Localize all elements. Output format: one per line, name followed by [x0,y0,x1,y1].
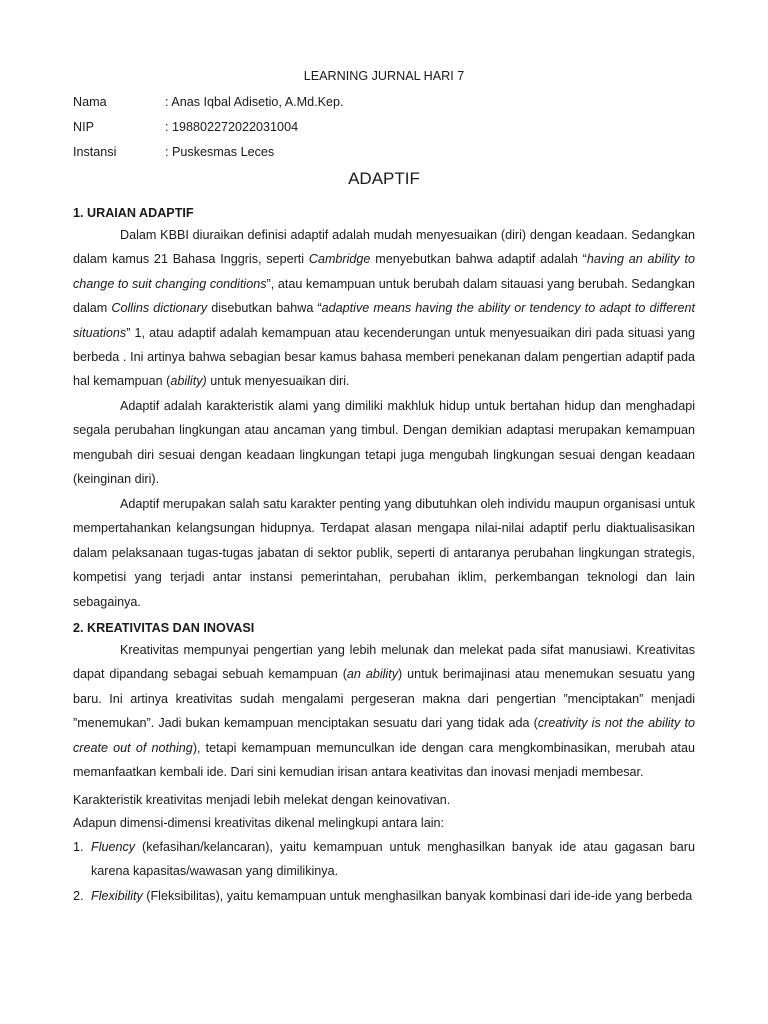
list-item-fluency [73,835,695,884]
italic-text-run: Collins dictionary [111,301,208,316]
paragraph-adaptif-characteristic: Adaptif adalah karakteristik alami yang dimiliki makhluk hidup untuk bertahan hidup dan menghadapi segala perubahan lingkungan atau ancaman yang timbul. Dengan demikian adaptasi merupakan kemampuan mengubah diri sesuai dengan keadaan lingkungan tetapi juga mengubah lingkungan sesuai dengan keadaan (keinginan diri). [73,399,695,487]
field-value: : Puskesmas Leces [165,145,275,159]
text-run: (Fleksibilitas), yaitu kemampuan untuk menghasilkan banyak kombinasi dari ide-ide yang berbeda [142,889,693,903]
text-run: Kreativitas mempunyai pengertian yang lebih melunak dan melekat pada sifat manusiawi. Kreativitas dapat dipandang sebagai sebuah kemampuan ( [73,643,695,682]
italic-text-run: an ability [346,667,399,682]
list-item-flexibility [73,884,695,908]
list-item-number: 1. [73,840,84,854]
list-item-text [91,884,695,908]
italic-text-run: Fluency [91,840,136,854]
text-run: (kefasihan/kelancaran), yaitu kemampuan untuk menghasilkan banyak ide atau gagasan baru karena kapasitas/wawasan yang dimilikinya. [91,840,695,879]
document-title: LEARNING JURNAL HARI 7 [303,69,465,83]
paragraph-adaptif-definition [73,223,695,394]
text-run: ”, atau kemampuan untuk berubah dalam sitauasi yang berubah. Sedangkan dalam [73,276,695,316]
section-heading-kreativitas-inovasi: 2. KREATIVITAS DAN INOVASI [73,621,255,635]
text-run: ) untuk berimajinasi atau menemukan sesuatu yang baru. Ini artinya kreativitas sudah mengalami pergeseran makna dari pengertian ”menciptakan” menjadi ”menemukan”. Jadi bukan kemampuan menciptakan sesuatu dari yang tidak ada ( [73,667,695,731]
italic-text-run: Cambridge [308,252,371,267]
list-item-text [91,835,695,884]
italic-text-run: creativity is not the ability to create out of nothing [73,716,695,755]
text-run: Dalam KBBI diuraikan definisi adaptif adalah mudah menyesuaikan (diri) dengan keadaan. Sedangkan dalam kamus 21 Bahasa Inggris, seperti [73,228,695,267]
text-run: ” 1, atau adaptif adalah kemampuan atau kecenderungan untuk menyesuaikan diri pada situasi yang berbeda . Ini artinya bahwa sebagian besar kamus bahasa memberi penekanan dalam pengertian adaptif pada hal kemampuan ( [73,325,695,389]
italic-text-run: having an ability to change to suit changing conditions [73,252,695,291]
kreativitas-characteristic-line: Karakteristik kreativitas menjadi lebih melekat dengan keinovativan. [73,793,451,807]
kreativitas-dimensions-intro: Adapun dimensi-dimensi kreativitas dikenal melingkupi antara lain: [73,816,445,830]
italic-text-run: Flexibility [91,889,143,903]
italic-text-run: adaptive means having the ability or tendency to adapt to different situations [73,301,695,340]
paragraph-kreativitas-definition [73,638,695,784]
field-value: : Anas Iqbal Adisetio, A.Md.Kep. [165,95,344,109]
paragraph-adaptif-importance: Adaptif merupakan salah satu karakter penting yang dibutuhkan oleh individu maupun organisasi untuk mempertahankan kelangsungan hidupnya. Terdapat alasan mengapa nilai-nilai adaptif perlu diaktualisasikan dalam pelaksanaan tugas-tugas jabatan di sektor publik, seperti di antaranya perubahan lingkungan strategis, kompetisi yang terjadi antar instansi pemerintahan, perubahan iklim, perkembangan teknologi dan lain sebagainya. [73,497,695,609]
list-item-number: 2. [73,889,84,903]
text-run: disebutkan bahwa “ [207,301,322,316]
text-run: menyebutkan bahwa adaptif adalah “ [370,252,587,267]
section-heading-uraian-adaptif: 1. URAIAN ADAPTIF [73,206,194,220]
main-title: ADAPTIF [348,169,420,188]
italic-text-run: ability) [170,374,207,389]
field-label: Nama [73,95,107,109]
text-run: untuk menyesuaikan diri. [206,374,350,389]
text-run: ), tetapi kemampuan memunculkan ide dengan cara mengkombinasikan, merubah atau memanfaatkan kembali ide. Dari sini kemudian irisan antara keativitas dan inovasi menjadi membesar. [73,740,695,780]
field-value: : 198802272022031004 [165,120,299,134]
field-label: NIP [73,120,94,134]
field-label: Instansi [73,145,117,159]
